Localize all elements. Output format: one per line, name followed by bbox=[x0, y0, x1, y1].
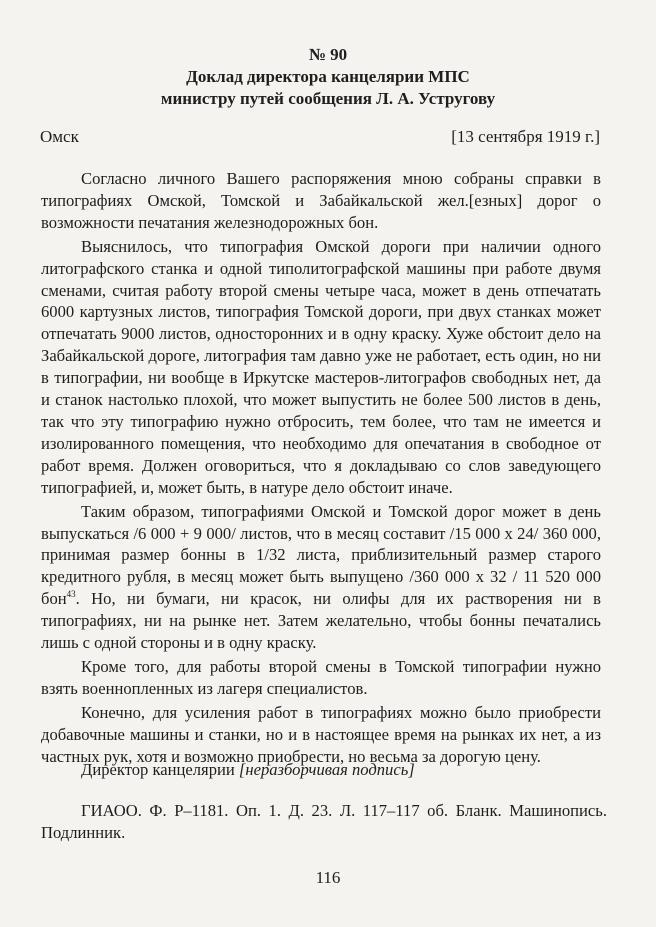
document-date: [13 сентября 1919 г.] bbox=[451, 127, 600, 146]
paragraph-4: Кроме того, для работы второй смены в Томской типографии нужно взять военнопленных из лагеря специалистов. bbox=[41, 656, 601, 698]
footnote-marker: 43 bbox=[66, 589, 76, 600]
document-number: № 90 bbox=[308, 45, 348, 64]
signature-title: Директор канцелярии bbox=[81, 760, 239, 779]
paragraph-3-rest: . Но, ни бумаги, ни красок, ни олифы для их растворения ни в типографиях, ни на рынке нет. Затем желательно, чтобы бонны печатались лишь с одной стороны и в одну краску. bbox=[41, 589, 601, 653]
paragraph-3-main: Таким образом, типографиями Омской и Томской дорог может в день выпускаться /6 000 + 9 000/ листов, что в месяц составит /15 000 х 24/ 360 000, принимая размер бонны в 1/32 листа, приблизительный размер старого кредитного рубля, в месяц может быть выпущено /360 000 х 32 / 11 520 000 бон bbox=[41, 501, 601, 609]
page-number: 116 bbox=[315, 868, 341, 887]
document-title-line-1: Доклад директора канцелярии МПС bbox=[186, 67, 470, 86]
paragraph-1: Согласно личного Вашего распоряжения мною собраны справки в типографиях Омской, Томской и Забайкальской жел.[езных] дорог о возможности печатания железнодорожных бон. bbox=[41, 169, 601, 232]
paragraph-3 bbox=[41, 501, 601, 654]
archive-source: ГИАОО. Ф. Р–1181. Оп. 1. Д. 23. Л. 117–117 об. Бланк. Машинопись. Подлинник. bbox=[41, 801, 607, 842]
document-place: Омск bbox=[40, 127, 79, 146]
document-title-line-2: министру путей сообщения Л. А. Устругову bbox=[160, 89, 496, 108]
document-body bbox=[41, 168, 601, 769]
signature-line bbox=[81, 760, 415, 780]
paragraph-2: Выяснилось, что типография Омской дороги при наличии одного литографского станка и одной типолитографской машины при работе двумя сменами, считая работу второй смены четыре часа, может в день отпечатать 6000 картузных листов, типография Томской дороги, при двух станках может отпечатать 9000 листов, односторонних и в одну краску. Хуже обстоит дело на Забайкальской дороге, литография там давно уже не работает, есть один, но ни в типографии, ни вообще в Иркутске мастеров-литографов свободных нет, да и станок настолько плохой, что может выпустить не более 500 листов в день, так что эту типографию нужно отбросить, тем более, что там не имеется и изолированного помещения, что необходимо для опечатания в свободное от работ время. Должен оговориться, что я докладываю со слов заведующего типографией, и, может быть, в натуре дело обстоит иначе. bbox=[41, 236, 601, 497]
signature-note: [неразборчивая подпись] bbox=[238, 760, 415, 779]
paragraph-5: Конечно, для усиления работ в типографиях можно было приобрести добавочные машины и станки, но и в настоящее время на рынках их нет, а из частных рук, хотя и возможно приобрести, но весьма за дорогую цену. bbox=[41, 702, 601, 766]
